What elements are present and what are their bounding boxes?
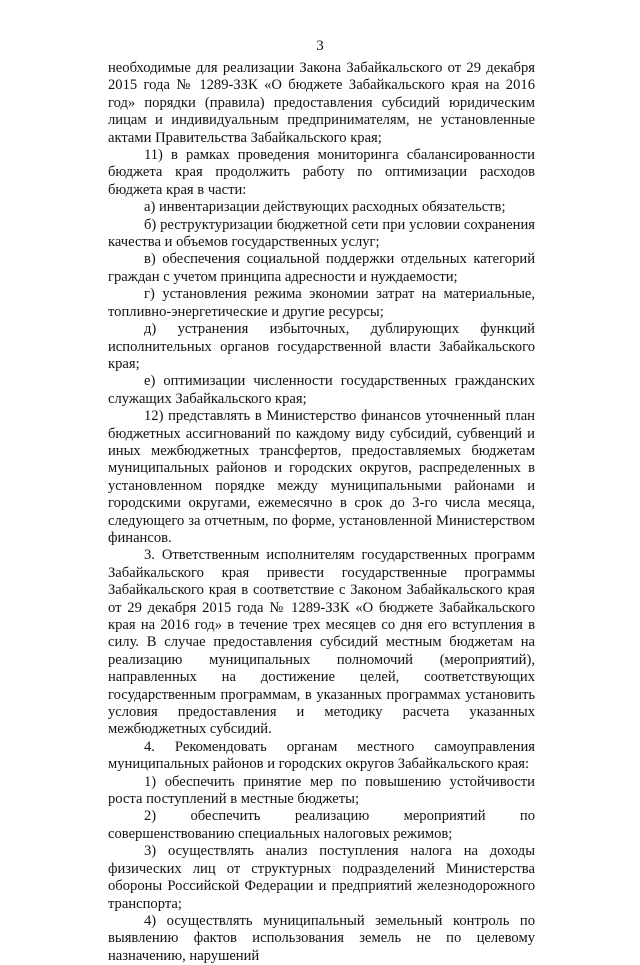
paragraph-item-1: 1) обеспечить принятие мер по повышению устойчивости роста поступлений в местные бюджеты; [108, 773, 535, 808]
paragraph-item-11: 11) в рамках проведения мониторинга сбалансированности бюджета края продолжить работу по оптимизации расходов бюджета края в части: [108, 147, 535, 198]
paragraph-subitem-a: а) инвентаризации действующих расходных обязательств; [144, 199, 506, 216]
paragraph-subitem-g: г) установления режима экономии затрат на материальные, топливно-энергетические и другие ресурсы; [108, 286, 535, 320]
paragraph-section-4: 4. Рекомендовать органам местного самоуправления муниципальных районов и городских округов Забайкальского края: [108, 738, 535, 773]
paragraph-section-3: 3. Ответственным исполнителям государственных программ Забайкальского края привести государственные программы Забайкальского края в соответствие с Законом Забайкальского края от 29 декабря 2015 года № 1289-ЗЗК «О бюджете Забайкальского края на 2016 год» в течение трех месяцев со дня его вступления в силу. В случае предоставления субсидий местным бюджетам на реализацию муниципальных полномочий (мероприятий), направленных на достижение целей, соответствующих государственным программам, в указанных программах установить условия предоставления и методику расчета указанных межбюджетных субсидий. [108, 547, 535, 738]
paragraph-intro: необходимые для реализации Закона Забайкальского от 29 декабря 2015 года № 1289-ЗЗК «О бюджете Забайкальского края на 2016 год» порядки (правила) предоставления субсидий юридическим лицам и индивидуальным предпринимателям, не установленные актами Правительства Забайкальского края; [108, 60, 535, 146]
paragraph-item-2: 2) обеспечить реализацию мероприятий по совершенствованию специальных налоговых режимов; [108, 808, 535, 842]
paragraph-subitem-v: в) обеспечения социальной поддержки отдельных категорий граждан с учетом принципа адресности и нуждаемости; [108, 251, 535, 285]
paragraph-item-4: 4) осуществлять муниципальный земельный контроль по выявлению фактов использования земель не по целевому назначению, нарушений [108, 912, 535, 964]
document-body [108, 60, 535, 965]
paragraph-subitem-d: д) устранения избыточных, дублирующих функций исполнительных органов государственной власти Забайкальского края; [108, 321, 535, 372]
page-number: 3 [316, 38, 324, 54]
paragraph-subitem-e: е) оптимизации численности государственных гражданских служащих Забайкальского края; [108, 373, 535, 407]
paragraph-item-12: 12) представлять в Министерство финансов уточненный план бюджетных ассигнований по каждому виду субсидий, субвенций и иных межбюджетных трансфертов, предоставляемых бюджетам муниципальных районов и городских округов, распределенных в установленном порядке между муниципальными районами и городскими округами, ежемесячно в срок до 3-го числа месяца, следующего за отчетным, по форме, установленной Министерством финансов. [108, 408, 535, 546]
paragraph-item-3: 3) осуществлять анализ поступления налога на доходы физических лиц от структурных подразделений Министерства обороны Российской Федерации и предприятий железнодорожного транспорта; [108, 843, 535, 912]
paragraph-subitem-b: б) реструктуризации бюджетной сети при условии сохранения качества и объемов государственных услуг; [108, 216, 535, 251]
